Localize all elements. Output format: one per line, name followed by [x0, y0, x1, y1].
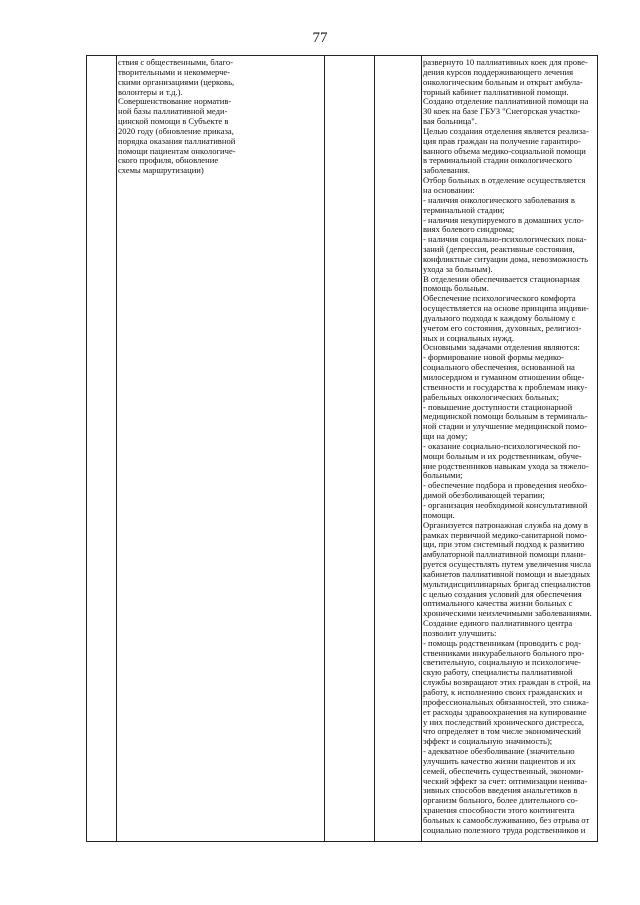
text-line: социального обеспечения, основанной на — [423, 363, 575, 373]
text-line: скую работу, специалисты паллиативной — [423, 668, 573, 678]
text-line: - адекватное обезболивание (значительно — [423, 747, 575, 757]
text-line: В отделении обеспечивается стационарная — [423, 274, 580, 284]
text-line: ухода за больным). — [423, 264, 493, 274]
text-line: Целью создания отделения является реализа- — [423, 126, 589, 136]
text-line: кабинетов паллиативной помощи и выездных — [423, 569, 591, 579]
page-number: 77 — [312, 30, 328, 46]
column-divider — [374, 56, 375, 841]
text-line: заболевания. — [423, 166, 470, 176]
text-line: творительными и некоммерче- — [118, 67, 231, 77]
text-line: ных и социальных нужд. — [423, 333, 515, 343]
text-line: руется осуществлять путем увеличения числа — [423, 560, 592, 570]
text-line: заний (депрессия, реактивные состояния, — [423, 245, 575, 255]
text-line: мощи больным и их родственникам, обуче- — [423, 451, 582, 461]
text-line: учетом его состояния, духовных, религиоз- — [423, 323, 582, 333]
text-line: - обеспечение подбора и проведения необхо- — [423, 481, 587, 491]
text-line: дуального подхода к каждому больному с — [423, 313, 576, 323]
text-line: рамках первичной медико-санитарной помо- — [423, 530, 588, 540]
text-line: - наличия онкологического заболевания в — [423, 195, 575, 205]
result-description-cell — [423, 58, 596, 836]
text-line: развернуто 10 паллиативных коек для прове- — [423, 58, 588, 67]
text-line: медицинской помощи больным в терминаль- — [423, 412, 588, 422]
text-line: порядка оказания паллиативной — [118, 136, 236, 146]
text-line: социально полезного труда родственников и — [423, 825, 586, 835]
text-line: с целью создания условий для обеспечения — [423, 589, 582, 599]
text-line: Отбор больных в отделение осуществляется — [423, 176, 586, 186]
text-line: зивных способов введения анальгетиков в — [423, 786, 578, 796]
text-line: конфликтные ситуации дома, невозможность — [423, 254, 589, 264]
text-line: виях болевого синдрома; — [423, 225, 515, 235]
text-line: Создано отделение паллиативной помощи на — [423, 97, 589, 107]
text-line: ванного объема медико-социальной помощи — [423, 146, 586, 156]
text-line: профессиональных обязанностей, это снижа- — [423, 697, 589, 707]
text-line: схемы маршрутизации) — [118, 166, 204, 176]
text-line: рабельных онкологических больных; — [423, 392, 559, 402]
text-line: Создание единого паллиативного центра — [423, 619, 573, 629]
text-line: больными; — [423, 471, 463, 481]
text-line: ческий эффект за счет: оптимизации неинва- — [423, 776, 588, 786]
text-line: - оказание социально-психологической по- — [423, 441, 581, 451]
text-line: скими организациями (церковь, — [118, 77, 235, 87]
text-line: ние родственников навыкам ухода за тяжело- — [423, 461, 589, 471]
text-line: работу, к исполнению своих гражданских и — [423, 688, 583, 697]
text-line: семей, обеспечить существенный, экономи- — [423, 766, 584, 776]
text-line: помощь больным. — [423, 284, 489, 294]
text-line: ной базы паллиативной меди- — [118, 107, 228, 117]
text-line: ция прав граждан на получение гарантиро- — [423, 136, 581, 146]
text-line: позволит улучшить: — [423, 628, 497, 638]
text-line: что определяет в том числе экономический — [423, 727, 582, 737]
column-divider — [421, 56, 422, 841]
text-line: димой обезболивающей терапии; — [423, 491, 545, 501]
text-line: хранения способности этого контингента — [423, 806, 575, 816]
text-line: цинской помощи в Субъекте в — [118, 117, 229, 127]
text-line: на основании: — [423, 185, 475, 195]
text-line: - наличия некупируемого в домашних усло- — [423, 215, 584, 225]
text-line: терминальной стадии; — [423, 205, 505, 215]
text-line: помощи пациентам онкологиче- — [118, 146, 236, 156]
text-line: вая больница". — [423, 117, 477, 127]
text-line: амбулаторной паллиативной помощи плани- — [423, 550, 586, 560]
text-line: помощи. — [423, 510, 455, 520]
column-divider — [116, 56, 117, 841]
text-line: ствия с общественными, благо- — [118, 58, 234, 67]
text-line: Обеспечение психологического комфорта — [423, 294, 576, 304]
text-line: оптимального качества жизни больных с — [423, 599, 573, 609]
text-line: - повышение доступности стационарной — [423, 402, 573, 412]
measure-description-cell — [118, 58, 325, 176]
text-line: службы возвращают этих граждан в строй, на — [423, 678, 591, 688]
text-line: волонтеры и т.д.). — [118, 87, 183, 97]
text-line: торный кабинет паллиативной помощи. — [423, 87, 569, 97]
text-line: онкологическим больным и открыт амбула- — [423, 77, 583, 87]
text-line: Организуется патронажная служба на дому в — [423, 520, 588, 530]
text-line: 30 коек на базе ГБУЗ "Снегорская участко- — [423, 107, 581, 117]
text-line: - формирование новой формы медико- — [423, 353, 564, 363]
text-line: ского профиля, обновление — [118, 156, 219, 166]
text-line: организм больного, более длительного со- — [423, 796, 578, 806]
text-line: в терминальной стадии онкологического — [423, 156, 572, 166]
text-line: ной стадии и улучшение медицинской помо- — [423, 422, 587, 432]
text-line: 2020 году (обновление приказа, — [118, 126, 234, 136]
text-line: ственниками инкурабельного больного про- — [423, 648, 585, 658]
text-line: Совершенствование норматив- — [118, 97, 232, 107]
text-line: милосердном и гуманном отношении обще- — [423, 373, 585, 382]
text-line: ет расходы здравоохранения на купирование — [423, 707, 587, 717]
text-line: Основными задачами отделения являются: — [423, 343, 580, 353]
document-table — [86, 55, 598, 842]
text-line: щи, при этом системный подход к развитию — [423, 540, 585, 550]
text-line: осуществляется на основе принципа индиви- — [423, 304, 589, 314]
text-line: щи на дому; — [423, 432, 468, 442]
text-line: эффект и социальную значимость); — [423, 737, 553, 747]
text-line: дения курсов поддерживающего лечения — [423, 67, 574, 77]
text-line: ственности и государства к проблемам инку- — [423, 382, 588, 392]
text-line: светительную, социальную и психологиче- — [423, 658, 581, 668]
text-line: больных к самообслуживанию, без отрыва от — [423, 815, 590, 825]
text-line: - наличия социально-психологических пока- — [423, 235, 587, 245]
text-line: - организация необходимой консультативной — [423, 500, 588, 510]
text-line: мультидисциплинарных бригад специалистов — [423, 579, 591, 589]
text-line: - помощь родственникам (проводить с род- — [423, 638, 581, 648]
text-line: улучшить качество жизни пациентов и их — [423, 756, 576, 766]
text-line: хроническими неизлечимыми заболеваниями. — [423, 609, 592, 619]
text-line: у них последствий хронического дистресса, — [423, 717, 585, 727]
